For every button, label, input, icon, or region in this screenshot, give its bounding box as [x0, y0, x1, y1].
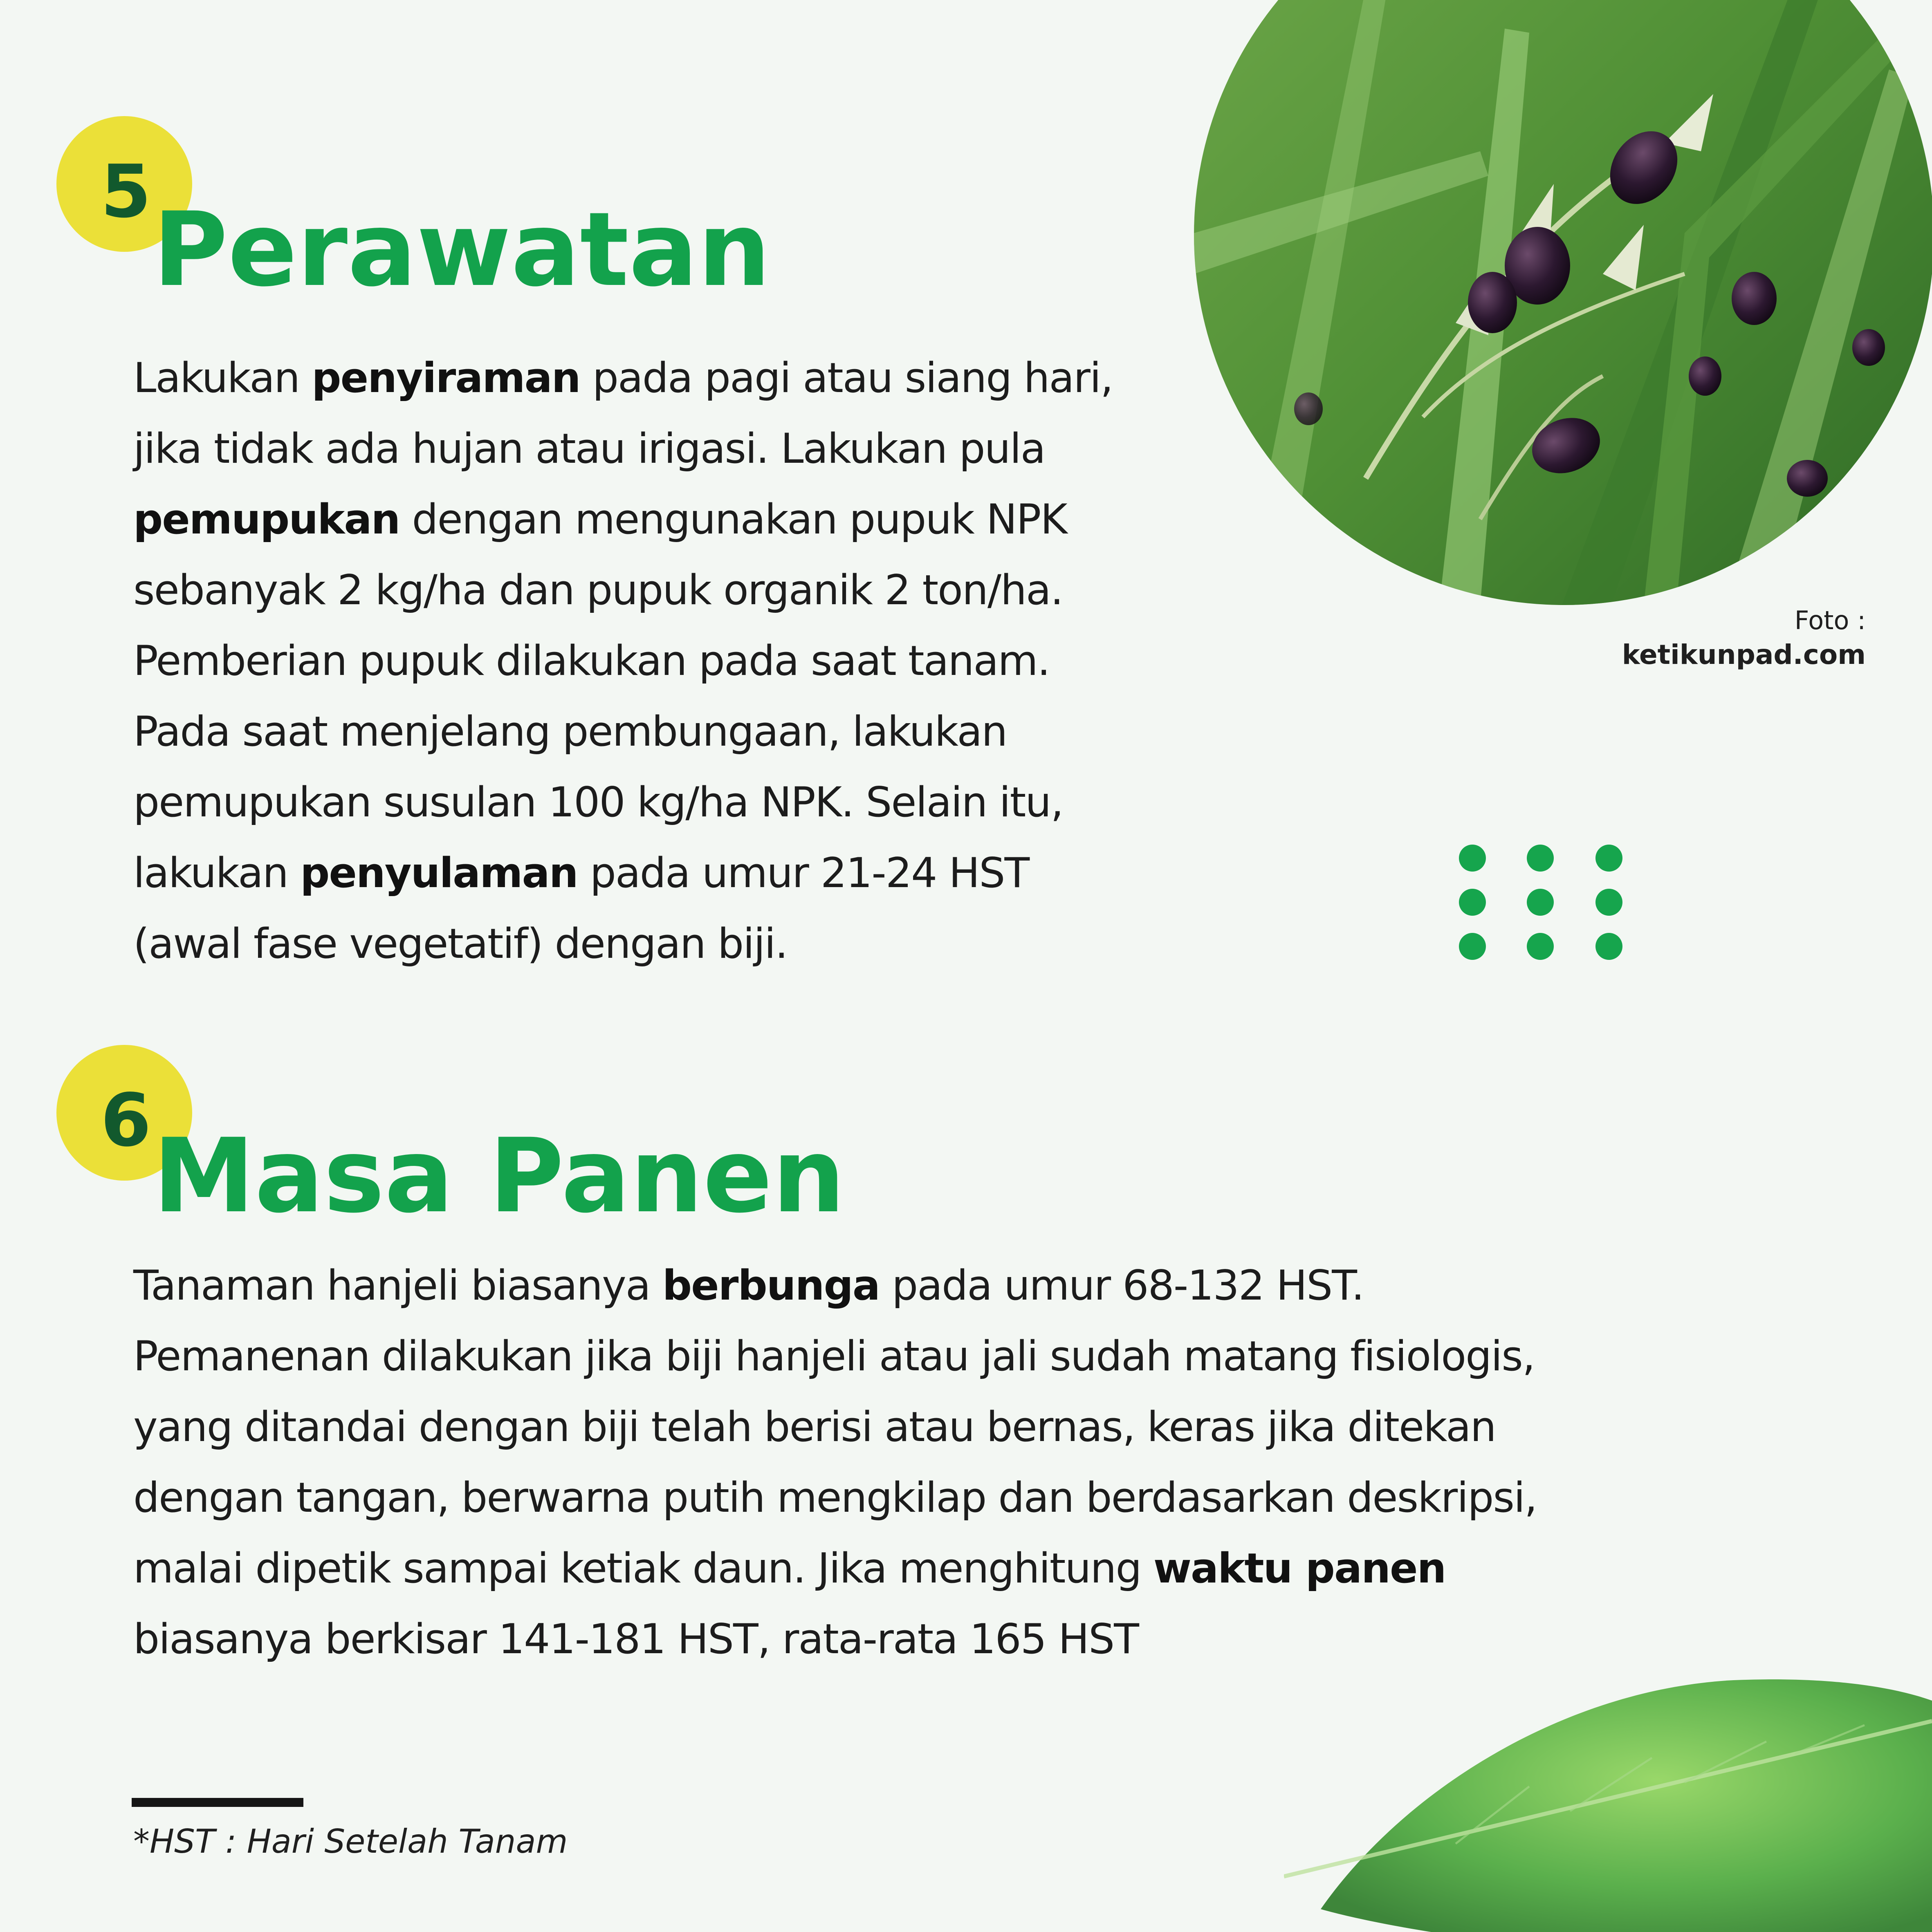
- section-5-body-line: [133, 838, 1113, 908]
- section-5-body-keyword: pemupukan: [133, 495, 400, 543]
- section-6-body-text: malai dipetik sampai ketiak daun. Jika menghitung: [133, 1544, 1153, 1592]
- photo-credit-site: ketikunpad.com: [1622, 639, 1866, 670]
- section-6-body-text: yang ditandai dengan biji telah berisi atau bernas, keras jika ditekan: [133, 1403, 1496, 1451]
- section-5-body-line: [133, 696, 1113, 767]
- section-6-body-text: Pemanenan dilakukan jika biji hanjeli atau jali sudah matang fisiologis,: [133, 1332, 1535, 1380]
- section-5-body-line: [133, 767, 1113, 838]
- section-5-body-text: Lakukan: [133, 354, 312, 402]
- section-5-body-text: pemupukan susulan 100 kg/ha NPK. Selain itu,: [133, 778, 1063, 826]
- section-6-body: [133, 1250, 1537, 1674]
- section-5-body-keyword: penyiraman: [312, 354, 580, 402]
- section-6-body-text: Tanaman hanjeli biasanya: [133, 1261, 662, 1309]
- green-leaf-decoration: [1284, 1664, 1932, 1932]
- section-5-body-text: (awal fase vegetatif) dengan biji.: [133, 919, 788, 968]
- section-5-body-line: [133, 343, 1113, 413]
- footnote: *HST : Hari Setelah Tanam: [133, 1822, 568, 1860]
- section-6-body-line: [133, 1533, 1537, 1604]
- section-5-body-line: [133, 413, 1113, 484]
- section-5-body-text: dengan mengunakan pupuk NPK: [399, 495, 1067, 543]
- section-6-body-line: [133, 1321, 1537, 1392]
- section-6-body-line: [133, 1462, 1537, 1533]
- section-6-body-text: dengan tangan, berwarna putih mengkilap dan berdasarkan deskripsi,: [133, 1473, 1537, 1522]
- section-5-body-text: pada pagi atau siang hari,: [580, 354, 1113, 402]
- section-5-body-text: lakukan: [133, 849, 301, 897]
- photo-credit-label: Foto :: [1794, 605, 1866, 635]
- section-6-body-line: [133, 1250, 1537, 1321]
- section-6-body-line: [133, 1392, 1537, 1462]
- section-5-body-keyword: penyulaman: [300, 849, 578, 897]
- section-5-body-text: pada umur 21-24 HST: [577, 849, 1029, 897]
- section-5-body-line: [133, 555, 1113, 625]
- section-5-body-line: [133, 484, 1113, 555]
- section-6-body-text: pada umur 68-132 HST.: [880, 1261, 1364, 1309]
- photo-credit: [1622, 604, 1866, 673]
- hanjeli-plant-photo: [1194, 0, 1932, 605]
- dot-grid-decoration: [1459, 845, 1616, 967]
- section-5-body-text: Pada saat menjelang pembungaan, lakukan: [133, 707, 1007, 755]
- section-6-body-keyword: waktu panen: [1153, 1544, 1446, 1592]
- section-6-body-text: biasanya berkisar 141-181 HST, rata-rata 165 HST: [133, 1615, 1138, 1663]
- section-6-number: 6: [101, 1078, 151, 1163]
- section-6-title: Masa Panen: [153, 1116, 845, 1235]
- section-5-number: 5: [101, 149, 151, 234]
- section-5-body-text: jika tidak ada hujan atau irigasi. Lakukan pula: [133, 424, 1045, 473]
- section-5-body-text: sebanyak 2 kg/ha dan pupuk organik 2 ton/ha.: [133, 566, 1063, 614]
- section-5-body-line: [133, 625, 1113, 696]
- section-5-body-line: [133, 908, 1113, 979]
- footnote-divider: [132, 1798, 303, 1807]
- section-5-body: [133, 343, 1113, 979]
- section-5-title: Perawatan: [153, 190, 771, 309]
- section-6-body-keyword: berbunga: [662, 1261, 880, 1309]
- section-5-body-text: Pemberian pupuk dilakukan pada saat tanam.: [133, 637, 1050, 685]
